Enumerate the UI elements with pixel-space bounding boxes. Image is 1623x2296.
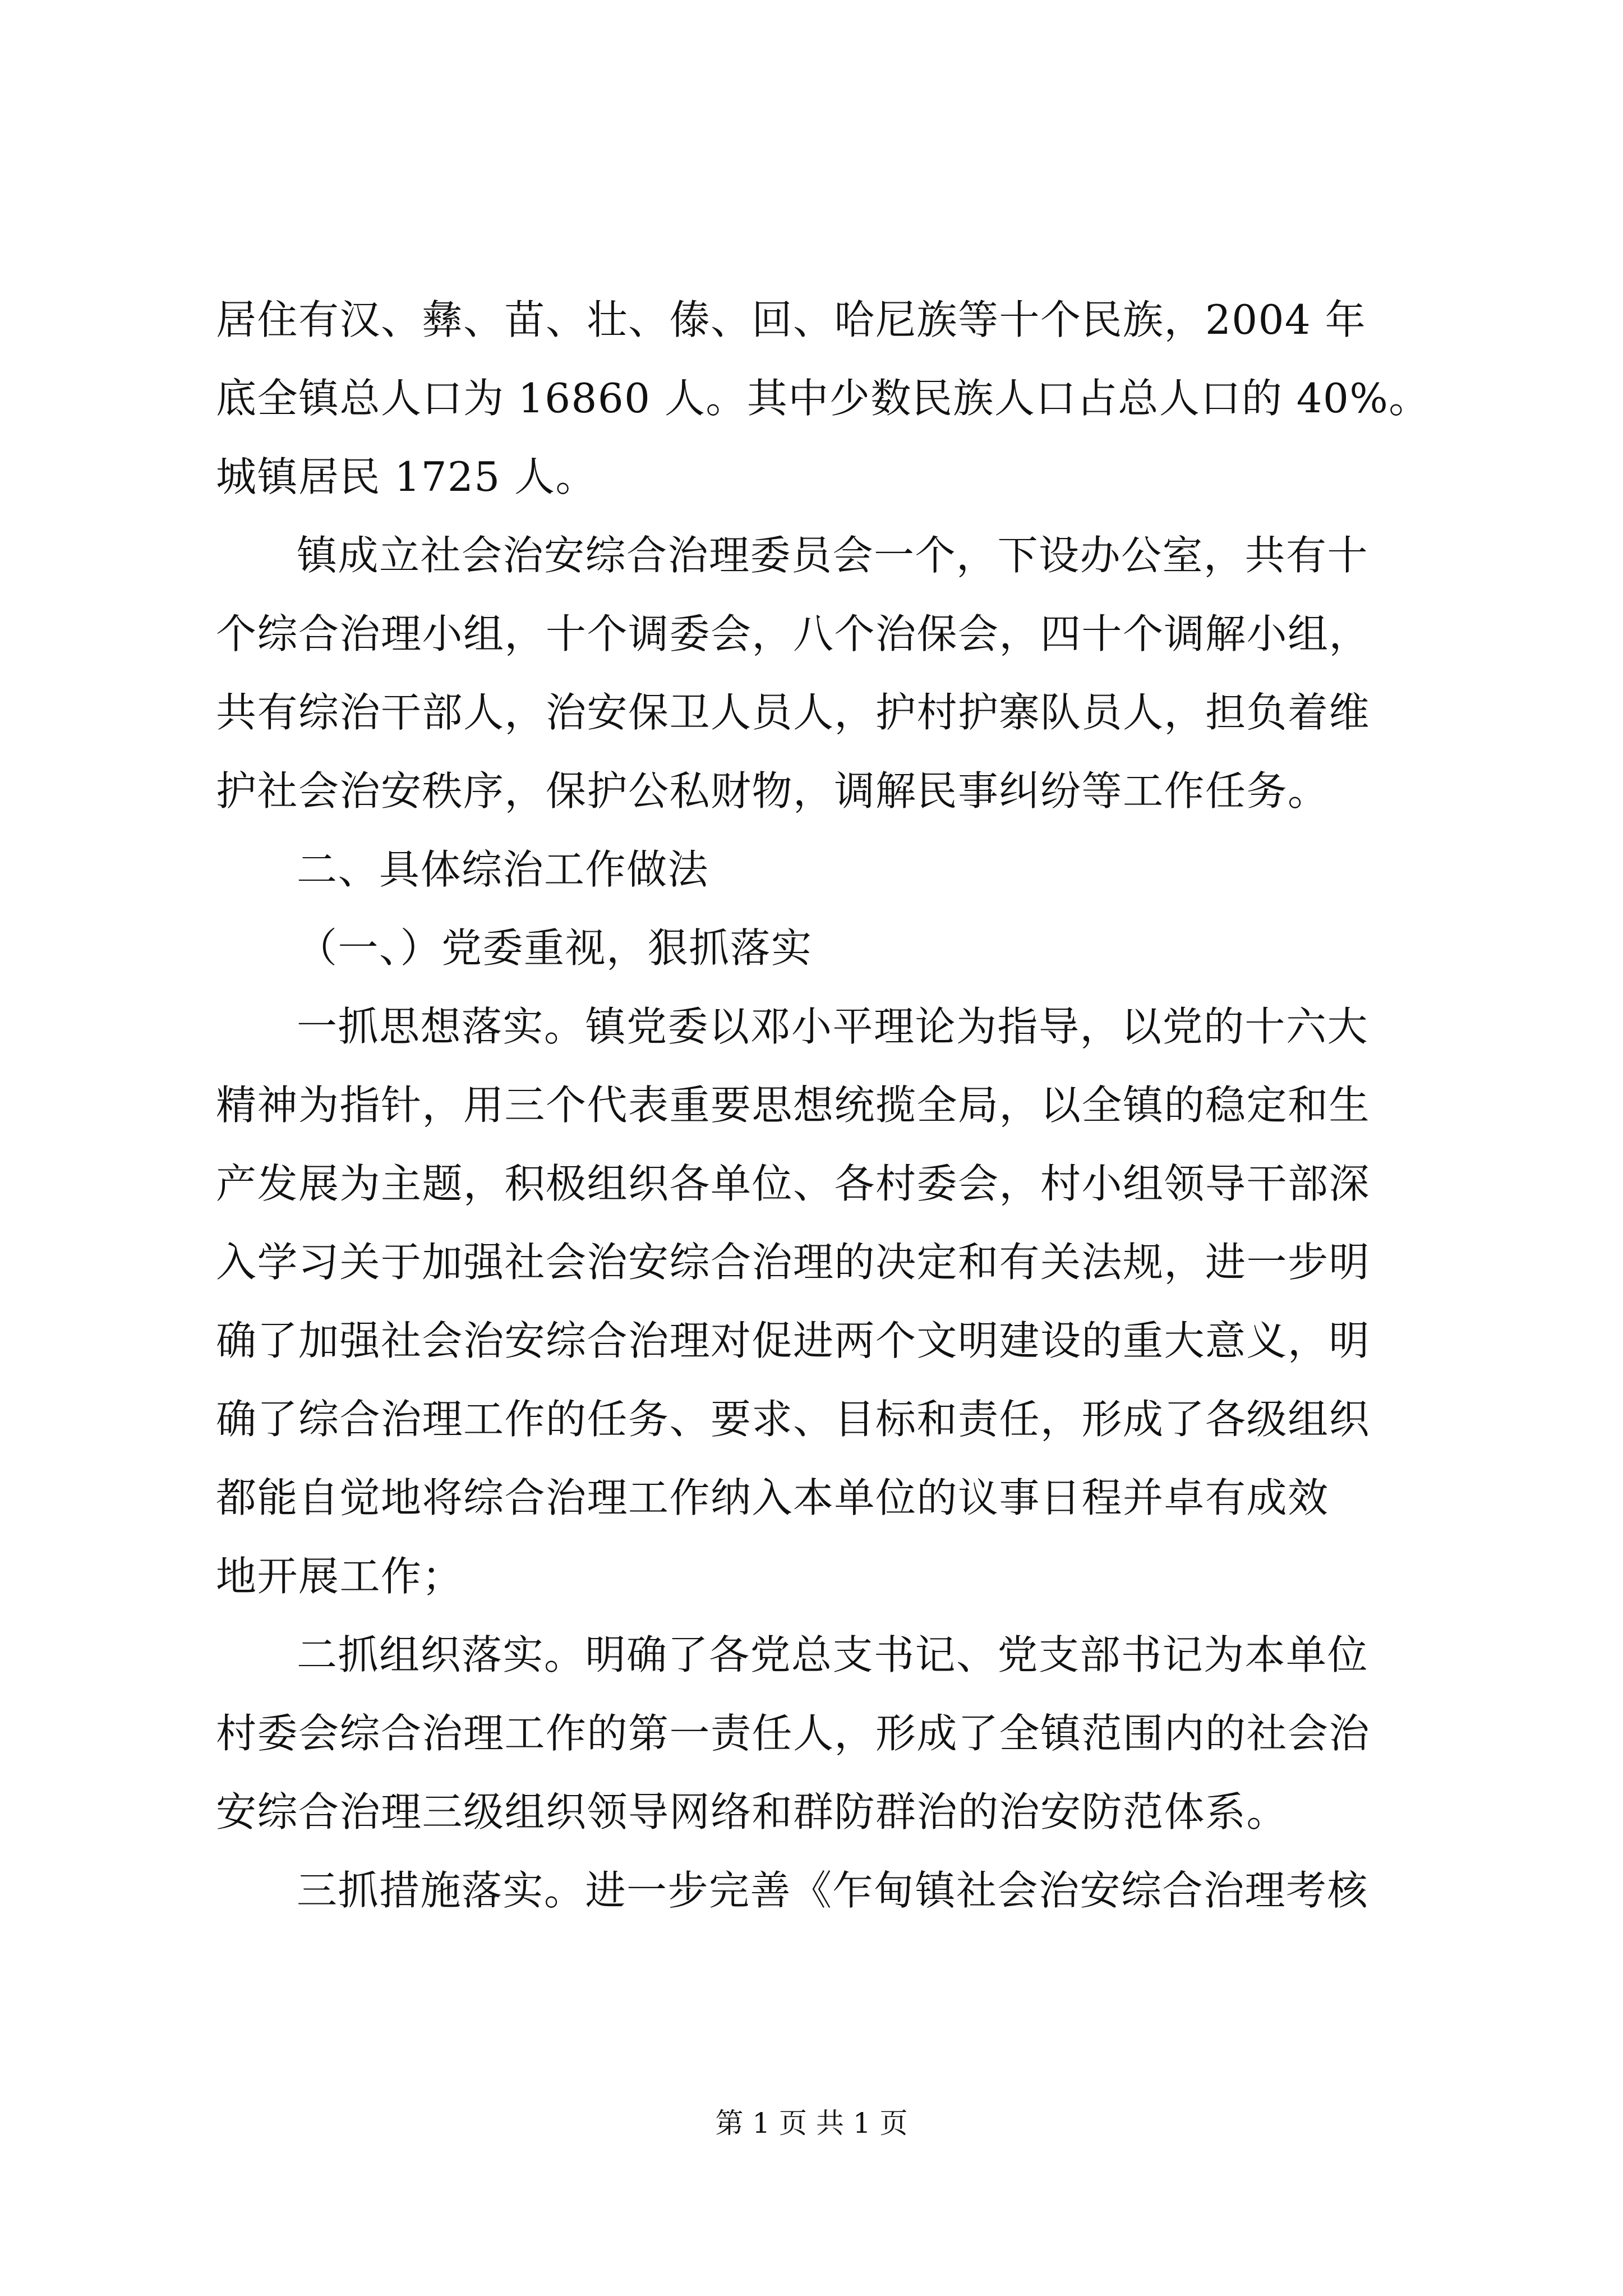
section-heading: 二、具体综治工作做法 bbox=[297, 846, 709, 893]
text-line: 地开展工作； bbox=[216, 1553, 464, 1600]
text-line: 确了加强社会治安综合治理对促进两个文明建设的重大意义，明 bbox=[216, 1317, 1371, 1364]
paragraph-start-line: 二抓组织落实。明确了各党总支书记、党支部书记为本单位 bbox=[297, 1631, 1369, 1678]
text-line: 精神为指针，用三个代表重要思想统揽全局，以全镇的稳定和生 bbox=[216, 1082, 1371, 1129]
text-line: 护社会治安秩序，保护公私财物，调解民事纠纷等工作任务。 bbox=[216, 767, 1329, 815]
text-line: 产发展为主题，积极组织各单位、各村委会，村小组领导干部深 bbox=[216, 1160, 1371, 1207]
text-line: 居住有汉、彝、苗、壮、傣、回、哈尼族等十个民族，2004 年 bbox=[216, 296, 1367, 343]
text-line: 个综合治理小组，十个调委会，八个治保会，四十个调解小组， bbox=[216, 610, 1371, 657]
subsection-heading: （一、）党委重视，狠抓落实 bbox=[297, 924, 813, 972]
text-line: 城镇居民 1725 人。 bbox=[216, 453, 597, 500]
text-line: 村委会综合治理工作的第一责任人，形成了全镇范围内的社会治 bbox=[216, 1710, 1371, 1757]
text-line: 底全镇总人口为 16860 人。其中少数民族人口占总人口的 40%。 bbox=[216, 375, 1430, 422]
text-line: 安综合治理三级组织领导网络和群防群治的治安防范体系。 bbox=[216, 1788, 1288, 1835]
text-line: 入学习关于加强社会治安综合治理的决定和有关法规，进一步明 bbox=[216, 1239, 1371, 1286]
document-body bbox=[216, 280, 1430, 1930]
text-line: 都能自觉地将综合治理工作纳入本单位的议事日程并卓有成效 bbox=[216, 1474, 1329, 1521]
page-footer: 第 1 页 共 1 页 bbox=[715, 2107, 908, 2139]
text-line: 确了综合治理工作的任务、要求、目标和责任，形成了各级组织 bbox=[216, 1396, 1371, 1443]
text-line: 共有综治干部人，治安保卫人员人，护村护寨队员人，担负着维 bbox=[216, 689, 1371, 736]
paragraph-start-line: 镇成立社会治安综合治理委员会一个，下设办公室，共有十 bbox=[297, 532, 1369, 579]
paragraph-start-line: 三抓措施落实。进一步完善《乍甸镇社会治安综合治理考核 bbox=[297, 1867, 1369, 1914]
paragraph-start-line: 一抓思想落实。镇党委以邓小平理论为指导，以党的十六大 bbox=[297, 1003, 1369, 1050]
